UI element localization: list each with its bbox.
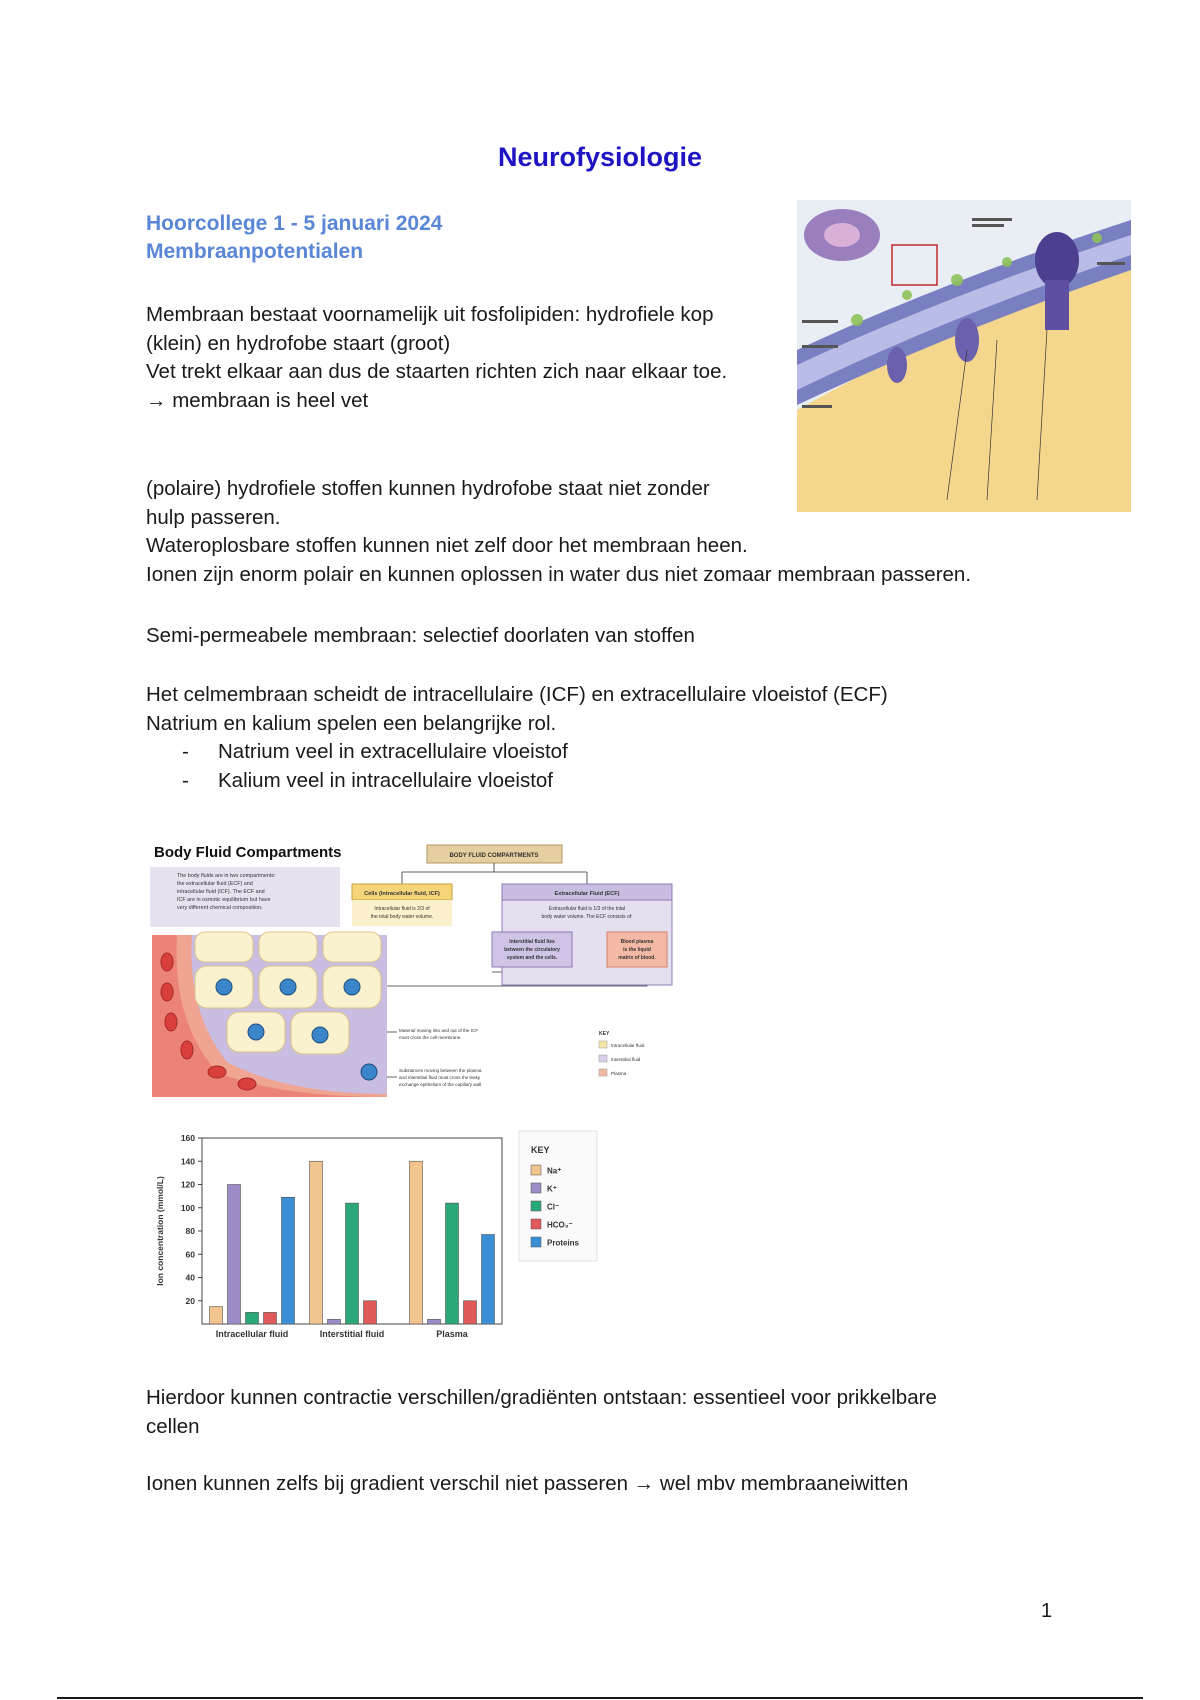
legend-label: K⁺ bbox=[547, 1184, 557, 1194]
ion-concentration-chart bbox=[147, 1128, 682, 1352]
list-item: - Kalium veel in intracellulaire vloeistof bbox=[182, 768, 553, 792]
intro-text: The body fluids are in two compartments: bbox=[177, 873, 276, 879]
bar-0-1 bbox=[228, 1185, 241, 1325]
paragraph-semipermeable: Semi-permeabele membraan: selectief doorlaten van stoffen bbox=[146, 624, 695, 647]
y-tick-label: 60 bbox=[185, 1249, 195, 1260]
text-line: (klein) en hydrofobe staart (groot) bbox=[146, 331, 451, 355]
intro-text: the extracellular fluid (ECF) and bbox=[177, 881, 253, 887]
page-number: 1 bbox=[1041, 1600, 1053, 1622]
x-tick-label: Interstitial fluid bbox=[319, 1329, 385, 1339]
y-tick-label: 120 bbox=[180, 1179, 195, 1190]
legend-label: Na⁺ bbox=[547, 1166, 562, 1176]
figure-title: Body Fluid Compartments bbox=[154, 844, 342, 861]
ecf-text: body water volume. The ECF consists of: bbox=[541, 914, 633, 920]
legend-label: Proteins bbox=[547, 1238, 580, 1248]
key-swatch bbox=[599, 1069, 607, 1076]
bar-2-3 bbox=[464, 1301, 477, 1324]
interstitial-box-text: system and the cells. bbox=[506, 955, 558, 961]
list-item-text: Kalium veel in intracellulaire vloeistof bbox=[218, 768, 553, 792]
paragraph-icf-ecf bbox=[146, 681, 888, 738]
legend-swatch bbox=[531, 1237, 541, 1247]
bar-0-2 bbox=[246, 1312, 259, 1324]
icf-text: Intracellular fluid is 2/3 of bbox=[374, 906, 430, 912]
bar-1-2 bbox=[346, 1203, 359, 1324]
x-tick-label: Plasma bbox=[436, 1329, 468, 1339]
icf-box-label: Cells (Intracellular fluid, ICF) bbox=[364, 891, 440, 897]
key-label: Interstitial fluid bbox=[611, 1057, 641, 1062]
body-fluid-figure bbox=[147, 832, 682, 1352]
list-item-text: Natrium veel in extracellulaire vloeistof bbox=[218, 740, 568, 763]
y-tick-label: 160 bbox=[180, 1133, 195, 1143]
x-tick-label: Intracellular fluid bbox=[215, 1329, 289, 1339]
bar-1-3 bbox=[364, 1301, 377, 1324]
bar-0-4 bbox=[282, 1197, 295, 1324]
plasma-box-text: is the liquid bbox=[623, 947, 651, 953]
interstitial-box-text: between the circulatory bbox=[504, 947, 560, 953]
intro-text: ICF are in osmotic equilibrium but have bbox=[177, 897, 271, 903]
note-capillary: Substances moving between the plasma bbox=[399, 1068, 482, 1073]
bar-1-0 bbox=[310, 1161, 323, 1324]
text-line: Natrium en kalium spelen een belangrijke rol. bbox=[146, 711, 557, 735]
key-label: Intracellular fluid bbox=[611, 1043, 645, 1048]
y-tick-label: 140 bbox=[180, 1156, 195, 1167]
y-axis-label: Ion concentration (mmol/L) bbox=[155, 1176, 165, 1286]
text-line: hulp passeren. bbox=[146, 505, 281, 529]
text-line: Wateroplosbare stoffen kunnen niet zelf door het membraan heen. bbox=[146, 534, 748, 557]
intro-text: intracellular fluid (ICF). The ECF and bbox=[177, 889, 265, 895]
icf-text: the total body water volume. bbox=[370, 914, 434, 920]
note-icf: Material moving into and out of the ICF bbox=[399, 1028, 479, 1033]
lecture-subheading: Membraanpotentialen bbox=[146, 240, 364, 263]
key-swatch bbox=[599, 1055, 607, 1062]
document-title: Neurofysiologie bbox=[497, 142, 703, 172]
note-capillary: exchange epithelium of the capillary wall. bbox=[399, 1082, 483, 1087]
text-line: Membraan bestaat voornamelijk uit fosfolipiden: hydrofiele kop bbox=[146, 303, 714, 326]
intro-text: very different chemical composition. bbox=[177, 905, 263, 911]
legend-swatch bbox=[531, 1219, 541, 1229]
note-capillary: and interstitial fluid must cross the leaky bbox=[399, 1075, 481, 1080]
ecf-text: Extracellular fluid is 1/3 of the total bbox=[548, 906, 626, 912]
top-box-label: BODY FLUID COMPARTMENTS bbox=[449, 853, 539, 859]
diagram-key-title: KEY bbox=[599, 1031, 610, 1037]
paragraph-membrane bbox=[146, 301, 727, 415]
bar-2-4 bbox=[482, 1234, 495, 1324]
bar-2-1 bbox=[428, 1319, 441, 1324]
paragraph-gradients bbox=[146, 1384, 937, 1441]
legend-label: Cl⁻ bbox=[547, 1202, 560, 1212]
text-line: cellen bbox=[146, 1414, 200, 1438]
bullet-list bbox=[146, 738, 568, 795]
legend-swatch bbox=[531, 1201, 541, 1211]
y-tick-label: 100 bbox=[180, 1202, 195, 1213]
paragraph-membrane-proteins: Ionen kunnen zelfs bij gradient verschil niet passeren → wel mbv membraaneiwitten bbox=[146, 1472, 909, 1495]
legend-swatch bbox=[531, 1165, 541, 1175]
text-line: Hierdoor kunnen contractie verschillen/gradiënten ontstaan: essentieel voor prikkelbare bbox=[146, 1386, 937, 1409]
key-label: Plasma bbox=[611, 1071, 627, 1076]
text-line: (polaire) hydrofiele stoffen kunnen hydrofobe staat niet zonder bbox=[146, 477, 710, 500]
y-tick-label: 20 bbox=[185, 1295, 195, 1306]
legend-swatch bbox=[531, 1183, 541, 1193]
text-line: → membraan is heel vet bbox=[146, 388, 369, 412]
key-swatch bbox=[599, 1041, 607, 1048]
bar-2-0 bbox=[410, 1161, 423, 1324]
bar-0-0 bbox=[210, 1307, 223, 1324]
ecf-box-label: Extracellular Fluid (ECF) bbox=[554, 891, 620, 897]
text-line: Vet trekt elkaar aan dus de staarten richten zich naar elkaar toe. bbox=[146, 360, 728, 383]
list-item: - Natrium veel in extracellulaire vloeistof bbox=[182, 740, 568, 763]
bottom-divider bbox=[57, 1697, 1143, 1699]
bar-2-2 bbox=[446, 1203, 459, 1324]
note-icf: must cross the cell membrane. bbox=[399, 1035, 462, 1040]
lecture-heading: Hoorcollege 1 - 5 januari 2024 bbox=[146, 212, 443, 235]
plasma-box-text: matrix of blood. bbox=[618, 955, 656, 961]
membrane-illustration bbox=[797, 200, 1131, 512]
y-tick-label: 40 bbox=[185, 1272, 195, 1283]
plasma-box-text: Blood plasma bbox=[620, 939, 654, 945]
y-tick-label: 80 bbox=[185, 1226, 195, 1236]
text-line: Ionen zijn enorm polair en kunnen oplossen in water dus niet zomaar membraan passeren. bbox=[146, 562, 972, 586]
text-line: Het celmembraan scheidt de intracellulaire (ICF) en extracellulaire vloeistof (ECF) bbox=[146, 683, 888, 706]
interstitial-box-text: Interstitial fluid lies bbox=[509, 939, 555, 945]
legend-title: KEY bbox=[531, 1145, 550, 1155]
bar-0-3 bbox=[264, 1312, 277, 1324]
legend-label: HCO₃⁻ bbox=[547, 1220, 573, 1230]
bar-1-1 bbox=[328, 1319, 341, 1324]
